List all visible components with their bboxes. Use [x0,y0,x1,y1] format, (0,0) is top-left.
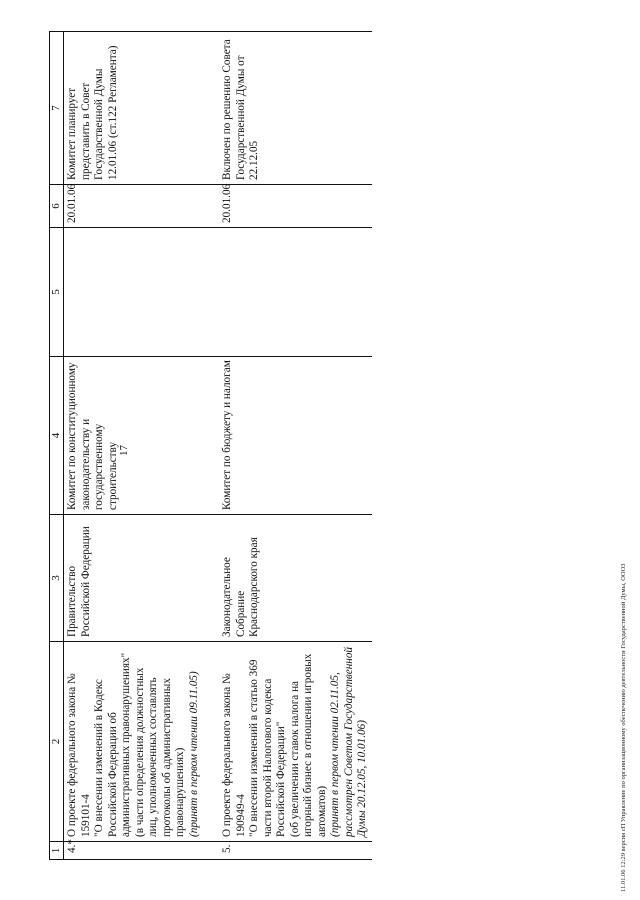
page-footer: 11.01.06 12:29 версия сП Управление по организационному обеспечению деятельности Государственной Думы, ООО3 [620,563,627,892]
bill-name: "О внесении изменений в Кодекс Российской Федерации об административных правонарушениях" [93,652,132,837]
legislative-schedule-table [49,31,372,860]
initiator-cell: Правительство Российской Федерации [64,515,204,642]
row-number: 5. [219,842,372,860]
column-number-row [50,32,64,860]
document-table-sheet [49,32,585,860]
table-row [64,32,204,860]
column-header: 2 [50,642,64,842]
bill-description [219,642,372,842]
column-header: 4 [50,357,64,515]
bill-note: (в части определения должностных лиц, уполномоченных составлять протоколы об административных правонарушениях) [133,667,186,837]
row-number: 4.* [64,842,204,860]
empty-cell [219,228,372,357]
table-row [219,32,372,860]
column-header: 6 [50,185,64,228]
bill-description [64,642,204,842]
column-header: 5 [50,228,64,357]
row-spacer [203,32,219,860]
bill-status: (принят в первом чтении 09.11.05) [187,671,200,837]
bill-status: (принят в первом чтении 02.11.05, рассмотрен Советом Государственной Думы 20.12.05, 10.01.06) [329,646,368,837]
bill-note: (об увеличении ставок налога на игорный бизнес в отношении игровых автоматов) [288,653,328,837]
committee-cell: Комитет по бюджету и налогам [219,357,372,515]
column-header: 1 [50,842,64,860]
date-cell: 20.01.06 [219,185,372,228]
initiator-cell: Законодательное Собрание Краснодарского края [219,515,372,642]
remark-cell: Комитет планирует представить в Совет Государственной Думы 12.01.06 (ст.122 Регламента) [64,32,204,185]
column-header: 7 [50,32,64,185]
bill-name: "О внесении изменений в статью 369 части второй Налогового кодекса Российской Федерации" [248,659,287,837]
page-number: 17 [118,445,130,456]
empty-cell [64,228,204,357]
bill-title: О проекте федерального закона № 159101-4 [66,673,92,837]
remark-cell: Включен по решению Совета Государственной Думы от 22.12.05 [219,32,372,185]
date-cell: 20.01.06 [64,185,204,228]
committee-cell: Комитет по конституционному законодательству и государственному строительству [64,357,204,515]
bill-title: О проекте федерального закона № 190949-4 [221,673,247,837]
column-header: 3 [50,515,64,642]
